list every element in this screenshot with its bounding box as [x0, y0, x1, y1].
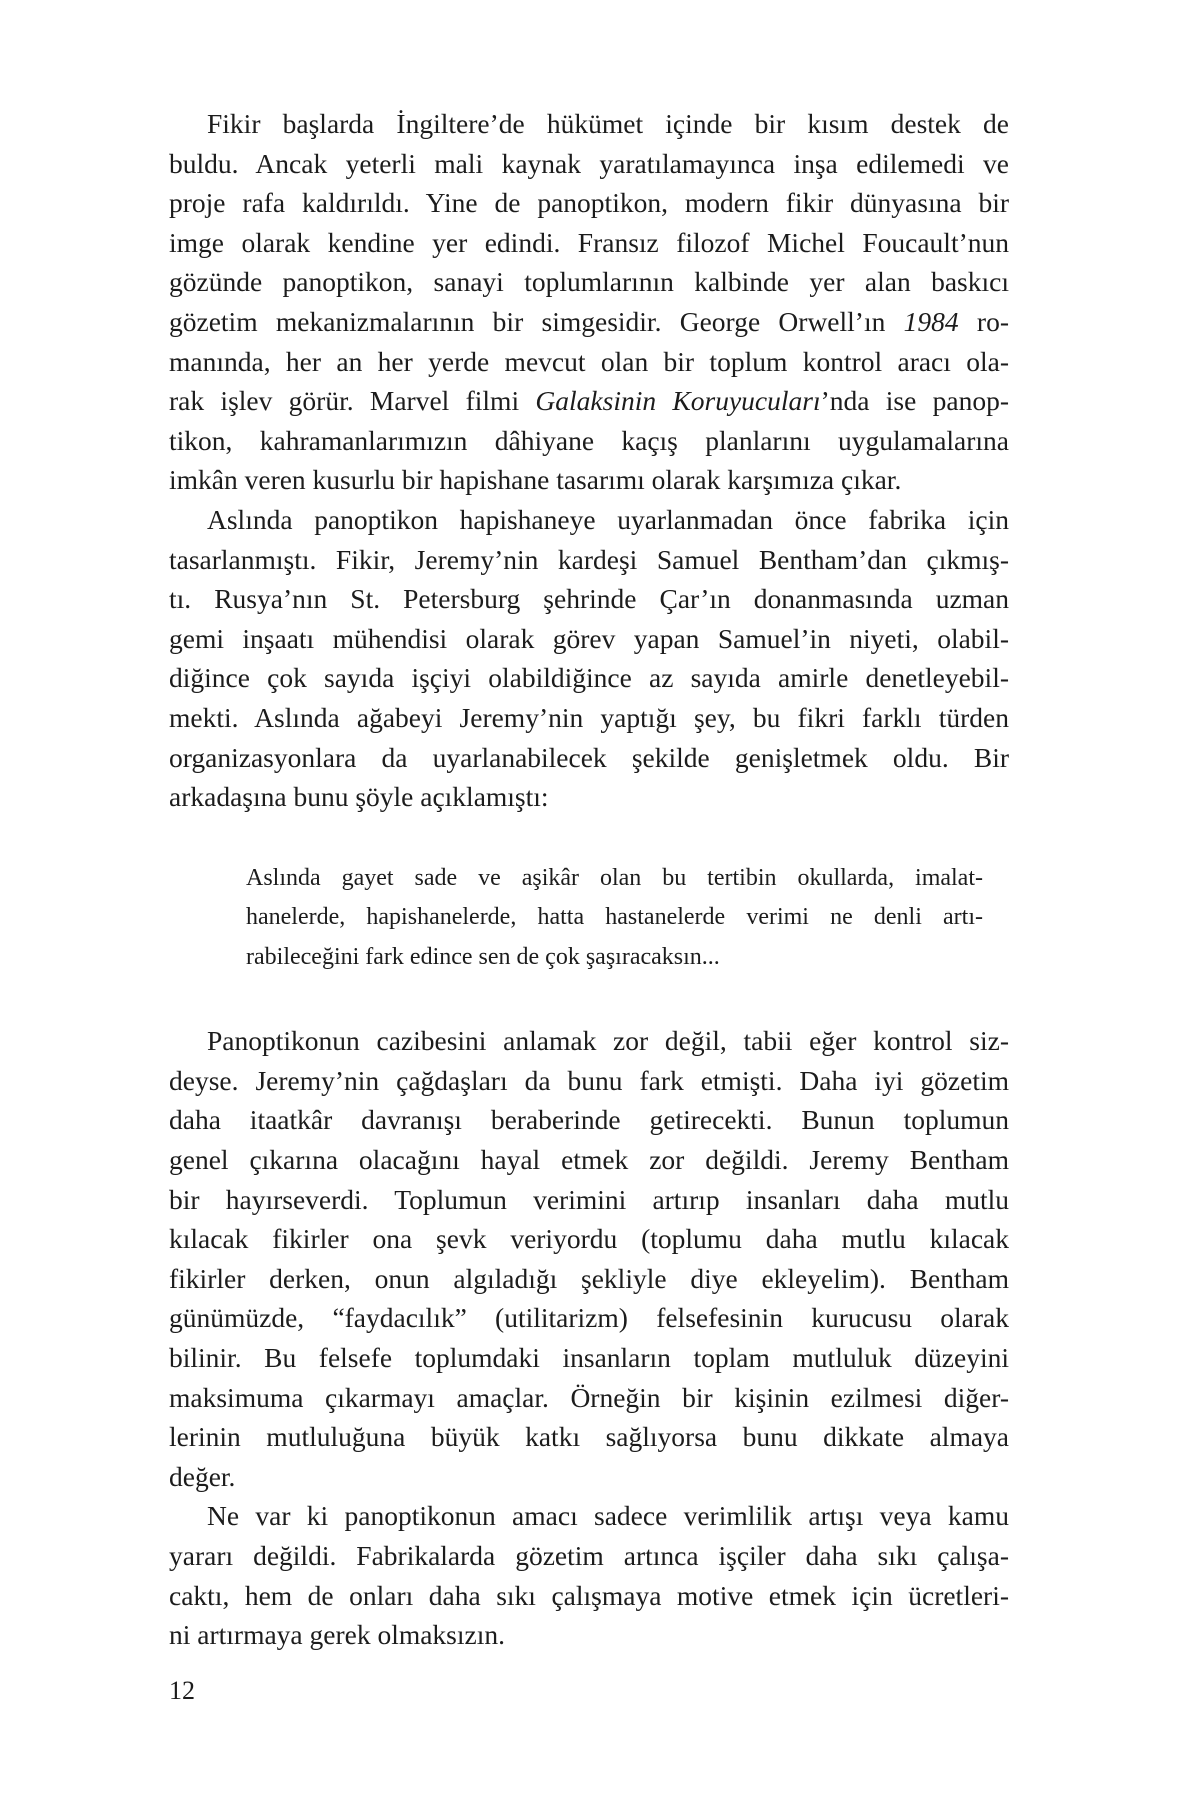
quote-line: rabileceğini fark edince sen de çok şaşıracaksın...: [246, 943, 720, 970]
text-line: gözetim mekanizmalarının bir simgesidir. George Orwell’ın 1984 ro-: [169, 305, 1009, 337]
text-line: kılacak fikirler ona şevk veriyordu (toplumu daha mutlu kılacak: [169, 1223, 1009, 1255]
text-line: Ne var ki panoptikonun amacı sadece verimlilik artışı veya kamu: [207, 1500, 1009, 1532]
text-line: gemi inşaatı mühendisi olarak görev yapan Samuel’in niyeti, olabil-: [169, 622, 1009, 654]
text-line: buldu. Ancak yeterli mali kaynak yaratılamayınca inşa edilemedi ve: [169, 147, 1009, 179]
text-line: manında, her an her yerde mevcut olan bir toplum kontrol aracı ola-: [169, 345, 1009, 377]
text-line: daha itaatkâr davranışı beraberinde getirecekti. Bunun toplumun: [169, 1104, 1009, 1136]
paragraph-2: [169, 500, 1009, 817]
text-line: günümüzde, “faydacılık” (utilitarizm) felsefesinin kurucusu olarak: [169, 1302, 1009, 1334]
text-line: lerinin mutluluğuna büyük katkı sağlıyorsa bunu dikkate almaya: [169, 1421, 1009, 1453]
text-line: Fikir başlarda İngiltere’de hükümet içinde bir kısım destek de: [207, 108, 1009, 139]
quote-line: Aslında gayet sade ve aşikâr olan bu tertibin okullarda, imalat-: [246, 864, 983, 891]
text-line: diğince çok sayıda işçiyi olabildiğince az sayıda amirle denetleyebil-: [169, 662, 1009, 694]
paragraph-4: [169, 1496, 1009, 1654]
page-body: [169, 104, 1009, 1655]
text-line: gözünde panoptikon, sanayi toplumlarının kalbinde yer alan baskıcı: [169, 266, 1009, 298]
italic-title: 1984: [903, 305, 959, 337]
text-line: bilinir. Bu felsefe toplumdaki insanların toplam mutluluk düzeyini: [169, 1341, 1009, 1373]
text-line: ni artırmaya gerek olmaksızın.: [169, 1619, 505, 1651]
text-line: caktı, hem de onları daha sıkı çalışmaya motive etmek için ücretleri-: [169, 1579, 1009, 1611]
text-line: tikon, kahramanlarımızın dâhiyane kaçış planlarını uygulamalarına: [169, 424, 1009, 456]
text-line: bir hayırseverdi. Toplumun verimini artırıp insanları daha mutlu: [169, 1183, 1009, 1215]
text-line: arkadaşına bunu şöyle açıklamıştı:: [169, 781, 549, 813]
text-line: organizasyonlara da uyarlanabilecek şekilde genişletmek oldu. Bir: [169, 741, 1009, 773]
block-quote: [169, 859, 1009, 978]
text-line: Aslında panoptikon hapishaneye uyarlanmadan önce fabrika için: [207, 503, 1009, 535]
text-line: tasarlanmıştı. Fikir, Jeremy’nin kardeşi Samuel Bentham’dan çıkmış-: [169, 543, 1009, 575]
text-line: rak işlev görür. Marvel filmi Galaksinin Koruyucuları’nda ise panop-: [169, 385, 1009, 417]
page-number: 12: [169, 1676, 195, 1705]
text-line: yararı değildi. Fabrikalarda gözetim artınca işçiler daha sıkı çalışa-: [169, 1539, 1009, 1571]
text-line: imkân veren kusurlu bir hapishane tasarımı olarak karşımıza çıkar.: [169, 464, 902, 496]
text-line: imge olarak kendine yer edindi. Fransız filozof Michel Foucault’nun: [169, 226, 1009, 258]
text-line: proje rafa kaldırıldı. Yine de panoptikon, modern fikir dünyasına bir: [169, 187, 1009, 219]
text-line: tı. Rusya’nın St. Petersburg şehrinde Çar’ın donanmasında uzman: [169, 583, 1009, 615]
text-line: değer.: [169, 1460, 236, 1492]
italic-title: Galaksinin Koruyucuları: [535, 385, 821, 417]
text-line: fikirler derken, onun algıladığı şekliyle diye ekleyelim). Bentham: [169, 1262, 1009, 1294]
quote-line: hanelerde, hapishanelerde, hatta hastanelerde verimi ne denli artı-: [246, 904, 983, 931]
text-line: mekti. Aslında ağabeyi Jeremy’nin yaptığı şey, bu fikri farklı türden: [169, 701, 1009, 733]
text-line: maksimuma çıkarmayı amaçlar. Örneğin bir kişinin ezilmesi diğer-: [169, 1381, 1009, 1413]
text-line: genel çıkarına olacağını hayal etmek zor değildi. Jeremy Bentham: [169, 1143, 1009, 1175]
paragraph-3: [169, 1021, 1009, 1496]
paragraph-1: [169, 104, 1009, 500]
text-line: Panoptikonun cazibesini anlamak zor değil, tabii eğer kontrol siz-: [207, 1025, 1009, 1057]
text-line: deyse. Jeremy’nin çağdaşları da bunu fark etmişti. Daha iyi gözetim: [169, 1064, 1009, 1096]
